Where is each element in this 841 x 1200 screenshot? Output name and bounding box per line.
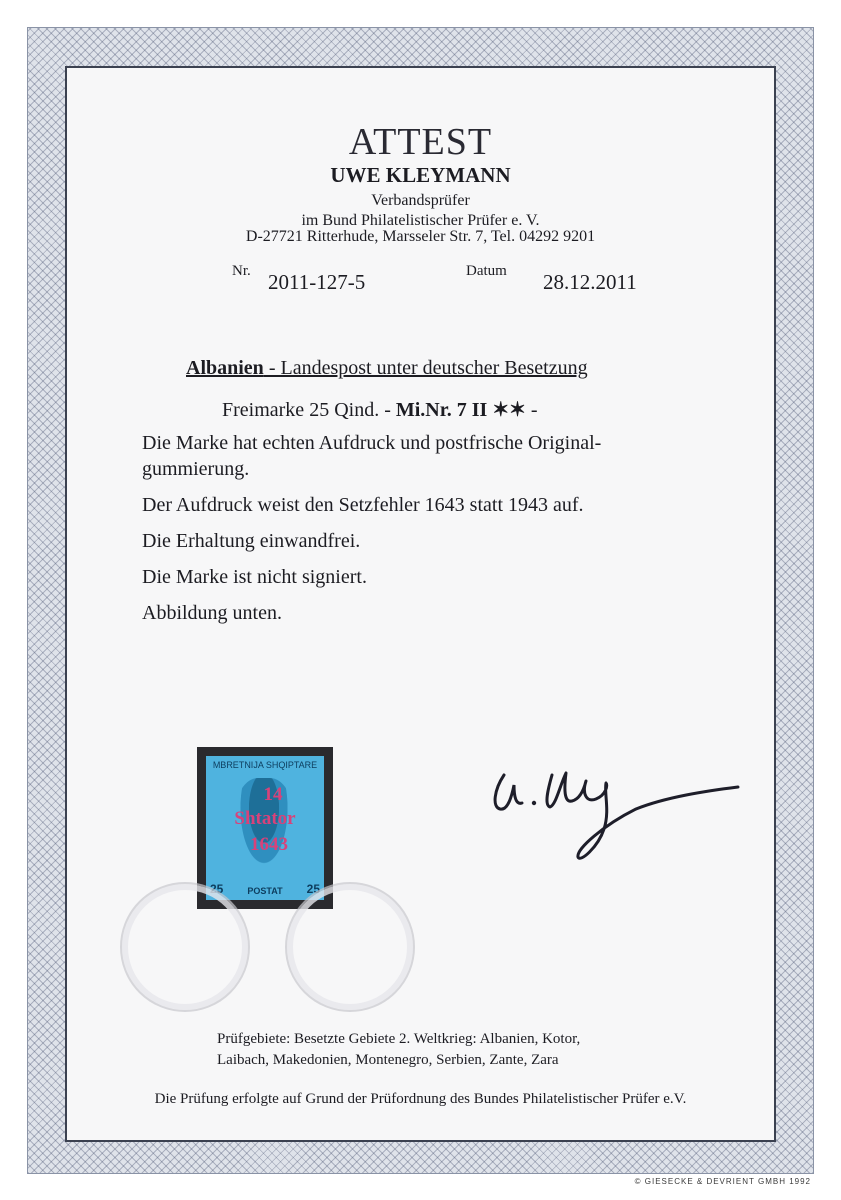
stamp-face <box>206 756 324 900</box>
number-label: Nr. <box>232 263 251 279</box>
stamp-item: Freimarke 25 Qind. <box>222 399 380 421</box>
date-label: Datum <box>466 263 507 279</box>
stamp-overprint-month: Shtator <box>234 808 296 829</box>
body-line: gummierung. <box>142 458 250 480</box>
examiner-name: UWE KLEYMANN <box>330 163 511 187</box>
embossed-seal <box>120 882 250 1012</box>
subject-country: Albanien <box>186 357 264 379</box>
stamp-value-right: 25 <box>306 882 320 896</box>
areas-line: Prüfgebiete: Besetzte Gebiete 2. Weltkrieg: Albanien, Kotor, <box>217 1031 581 1047</box>
areas-line: Laibach, Makedonien, Montenegro, Serbien, Zante, Zara <box>217 1052 559 1068</box>
stamp-image <box>197 747 333 909</box>
examiner-address: D-27721 Ritterhude, Marsseler Str. 7, Tel. 04292 9201 <box>245 228 596 245</box>
stamp-overprint-year: 1643 <box>250 834 288 855</box>
certificate-number: 2011-127-5 <box>268 270 366 294</box>
examiner-association: im Bund Philatelistischer Prüfer e. V. <box>301 212 540 229</box>
mi-prefix: - <box>379 399 396 421</box>
certificate-title: ATTEST <box>348 121 493 163</box>
examiner-signature <box>486 745 746 880</box>
certificate-date: 28.12.2011 <box>543 270 637 294</box>
stamp-country-text: MBRETNIJA SHQIPTARE <box>212 760 318 770</box>
examination-areas <box>217 1029 580 1071</box>
body-line: Abbildung unten. <box>142 602 282 624</box>
examination-basis: Die Prüfung erfolgte auf Grund der Prüfordnung des Bundes Philatelistischer Prüfer e.V. <box>154 1091 687 1107</box>
certificate-body <box>142 430 702 636</box>
stamp-value-left: 25 <box>210 882 224 896</box>
body-line: Der Aufdruck weist den Setzfehler 1643 statt 1943 auf. <box>142 494 584 516</box>
body-line: Die Marke ist nicht signiert. <box>142 566 367 588</box>
stamp-overprint-day: 14 <box>263 784 283 805</box>
printer-imprint: © GIESECKE & DEVRIENT GMBH 1992 <box>634 1177 811 1186</box>
subject-separator: - <box>263 357 281 379</box>
stamp-line <box>222 397 538 422</box>
embossed-seal <box>285 882 415 1012</box>
catalog-number: Mi.Nr. 7 II ✶✶ <box>395 399 526 421</box>
subject-line <box>186 357 588 380</box>
subject-description: Landespost unter deutscher Besetzung <box>280 357 588 379</box>
body-line: Die Erhaltung einwandfrei. <box>142 530 361 552</box>
stamp-postal-text: POSTAT <box>247 886 283 896</box>
body-line: Die Marke hat echten Aufdruck und postfrische Original- <box>142 432 602 454</box>
mi-suffix: - <box>525 399 538 421</box>
examiner-role: Verbandsprüfer <box>371 192 470 209</box>
